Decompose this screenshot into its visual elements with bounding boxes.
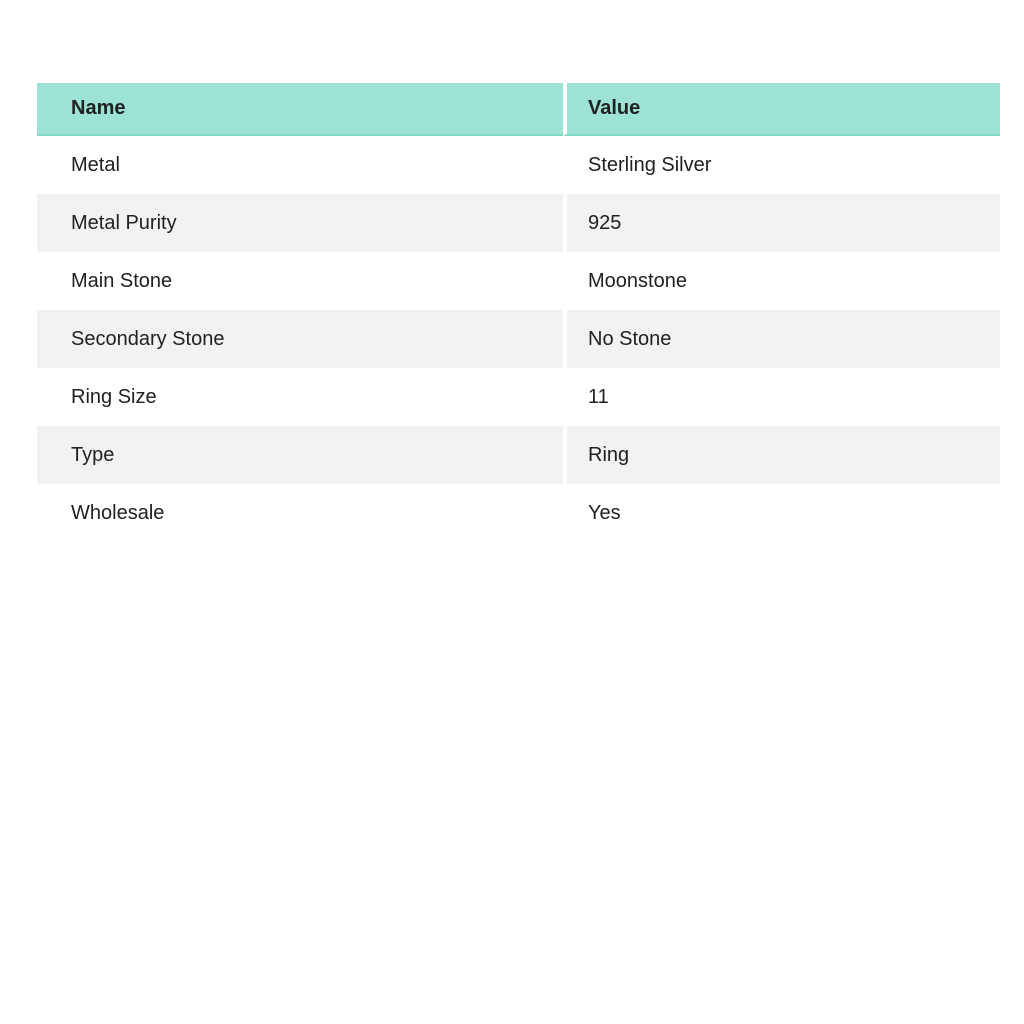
attribute-name-cell: Ring Size bbox=[37, 368, 563, 426]
table-header-row bbox=[37, 83, 1000, 136]
table-body bbox=[37, 136, 1000, 542]
attribute-value-cell: Yes bbox=[563, 484, 1000, 542]
table-row bbox=[37, 484, 1000, 542]
column-header-value: Value bbox=[563, 83, 1000, 136]
attribute-value-cell: Moonstone bbox=[563, 252, 1000, 310]
attribute-name-cell: Wholesale bbox=[37, 484, 563, 542]
table-row bbox=[37, 310, 1000, 368]
attribute-value-cell: No Stone bbox=[563, 310, 1000, 368]
attribute-name-cell: Secondary Stone bbox=[37, 310, 563, 368]
table-row bbox=[37, 426, 1000, 484]
product-attributes-table bbox=[37, 83, 1000, 542]
attribute-name-cell: Main Stone bbox=[37, 252, 563, 310]
attribute-name-cell: Metal Purity bbox=[37, 194, 563, 252]
table-row bbox=[37, 194, 1000, 252]
table-row bbox=[37, 368, 1000, 426]
column-header-name: Name bbox=[37, 83, 563, 136]
attribute-value-cell: 925 bbox=[563, 194, 1000, 252]
table-head bbox=[37, 83, 1000, 136]
attribute-value-cell: 11 bbox=[563, 368, 1000, 426]
table-row bbox=[37, 252, 1000, 310]
attribute-value-cell: Sterling Silver bbox=[563, 136, 1000, 194]
table-row bbox=[37, 136, 1000, 194]
attribute-value-cell: Ring bbox=[563, 426, 1000, 484]
attribute-name-cell: Metal bbox=[37, 136, 563, 194]
attribute-name-cell: Type bbox=[37, 426, 563, 484]
